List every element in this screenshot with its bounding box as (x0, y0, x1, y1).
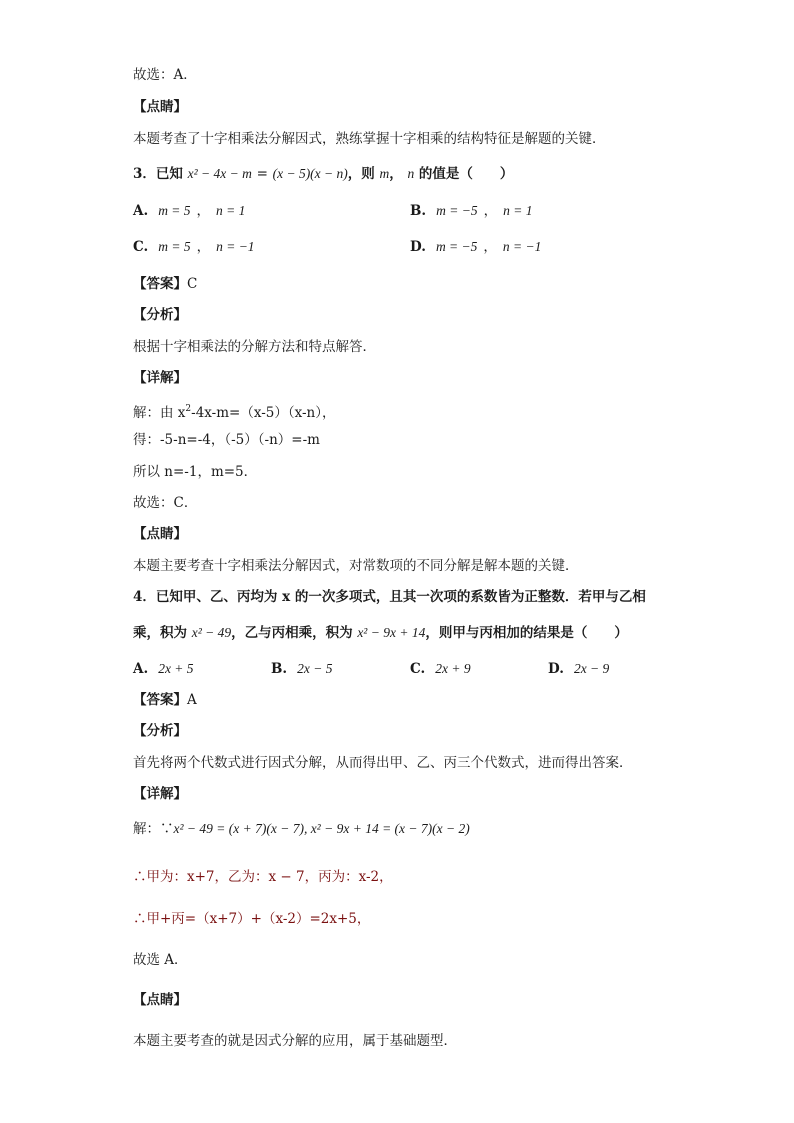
equals-sign: = (256, 166, 268, 182)
option-text: 2x + 9 (435, 661, 471, 676)
comment-tag: 【点睛】 (133, 99, 187, 115)
stem-text: 乘，积为 (133, 625, 187, 641)
comment-text: 本题考查了十字相乘法分解因式，熟练掌握十字相乘的结构特征是解题的关键． (133, 131, 606, 147)
comment-tag: 【点睛】 (133, 992, 187, 1008)
detail-tag: 【详解】 (133, 370, 187, 386)
var-m: m (379, 166, 390, 181)
option-d[interactable] (548, 660, 609, 678)
option-b[interactable]: B. m = −5 ， n = 1 (410, 203, 533, 219)
detail-line-4: 故选：C． (133, 495, 198, 511)
option-label: C. (410, 661, 426, 677)
stem-text: 已知甲、乙、丙均为 x 的一次多项式，且其一次项的系数皆为正整数．若甲与乙相 (155, 589, 646, 605)
stem-prefix: 已知 (155, 166, 183, 182)
detail-suffix: -4x-m=（x-5）（x-n）， (191, 405, 336, 421)
detail-exponent: 2 (185, 404, 192, 414)
option-m-value: m = −5 (436, 203, 478, 218)
option-label: D. (410, 239, 426, 255)
option-text: 2x − 9 (573, 661, 610, 676)
answer-line (133, 275, 197, 293)
option-n-value: n = −1 (216, 239, 255, 254)
detail-line-2: ∴甲为：x+7，乙为：x − 7，丙为：x-2， (133, 869, 393, 885)
question-3-stem: 3．已知 x² − 4x − m = (x − 5)(x − n)，则 m， n 的值是（ ） (133, 166, 514, 182)
expression-1: x² − 49 (191, 625, 232, 640)
answer-value: C (187, 276, 198, 292)
analysis-text: 首先将两个代数式进行因式分解，从而得出甲、乙、丙三个代数式，进而得出答案． (133, 755, 633, 771)
equation-lhs: x² − 4x − m (187, 166, 252, 181)
comment-text: 本题主要考查十字相乘法分解因式，对常数项的不同分解是解本题的关键． (133, 558, 579, 574)
option-n-value: n = 1 (503, 203, 533, 218)
option-b[interactable] (271, 660, 332, 678)
option-label: B. (410, 203, 427, 219)
detail-line-2: 得：-5-n=-4，（-5）（-n）=-m (133, 432, 320, 448)
stem-middle: ，则 (347, 166, 375, 182)
answer-line (133, 691, 197, 709)
option-m-value: m = −5 (435, 239, 478, 254)
conclusion-text: 故选：A． (133, 67, 197, 83)
detail-prefix: 解：由 x (133, 405, 186, 421)
stem-text: ，乙与丙相乘，积为 (231, 625, 353, 641)
question-number: 3． (133, 166, 156, 182)
analysis-tag: 【分析】 (133, 723, 187, 739)
stem-text: ，则甲与丙相加的结果是（ ） (425, 625, 628, 641)
question-number: 4． (133, 589, 156, 605)
analysis-tag: 【分析】 (133, 307, 187, 323)
detail-line-3: ∴甲+丙=（x+7）+（x-2）=2x+5， (133, 911, 371, 927)
option-label: B. (271, 661, 288, 677)
question-4-stem-line-1 (133, 588, 646, 606)
option-label: D. (548, 661, 564, 677)
option-d[interactable]: D. m = −5 ， n = −1 (410, 239, 542, 255)
option-c[interactable] (410, 660, 471, 678)
expression-2: x² − 9x + 14 (357, 625, 426, 640)
comment-text: 本题主要考查的就是因式分解的应用，属于基础题型． (133, 1033, 457, 1049)
option-m-value: m = 5 (158, 203, 191, 218)
detail-tag: 【详解】 (133, 786, 187, 802)
detail-math: x² − 49 = (x + 7)(x − 7), x² − 9x + 14 = (x − 7)(x − 2) (173, 821, 470, 836)
comment-tag: 【点睛】 (133, 526, 187, 542)
stem-suffix: 的值是（ ） (418, 166, 514, 182)
option-text: 2x + 5 (158, 661, 194, 676)
detail-prefix: 解：∵ (133, 821, 174, 837)
analysis-text: 根据十字相乘法的分解方法和特点解答． (133, 339, 376, 355)
option-n-value: n = 1 (216, 203, 246, 218)
option-m-value: m = 5 (158, 239, 191, 254)
option-text: 2x − 5 (297, 661, 333, 676)
option-n-value: n = −1 (502, 239, 542, 254)
detail-line-4: 故选 A． (133, 952, 188, 968)
answer-tag: 【答案】 (133, 692, 187, 708)
detail-line-1 (133, 400, 336, 422)
option-label: A. (133, 203, 149, 219)
var-n: n (407, 166, 415, 181)
option-c[interactable]: C. m = 5 ， n = −1 (133, 239, 255, 255)
answer-tag: 【答案】 (133, 276, 187, 292)
detail-line-3: 所以 n=-1，m=5． (133, 464, 258, 480)
answer-value: A (187, 692, 197, 708)
option-label: C. (133, 239, 149, 255)
option-a[interactable]: A. m = 5 ， n = 1 (133, 203, 246, 219)
option-label: A. (133, 661, 149, 677)
question-4-stem-line-2 (133, 624, 628, 642)
option-a[interactable] (133, 660, 194, 678)
detail-line-1 (133, 820, 470, 838)
equation-rhs: (x − 5)(x − n) (272, 166, 348, 181)
